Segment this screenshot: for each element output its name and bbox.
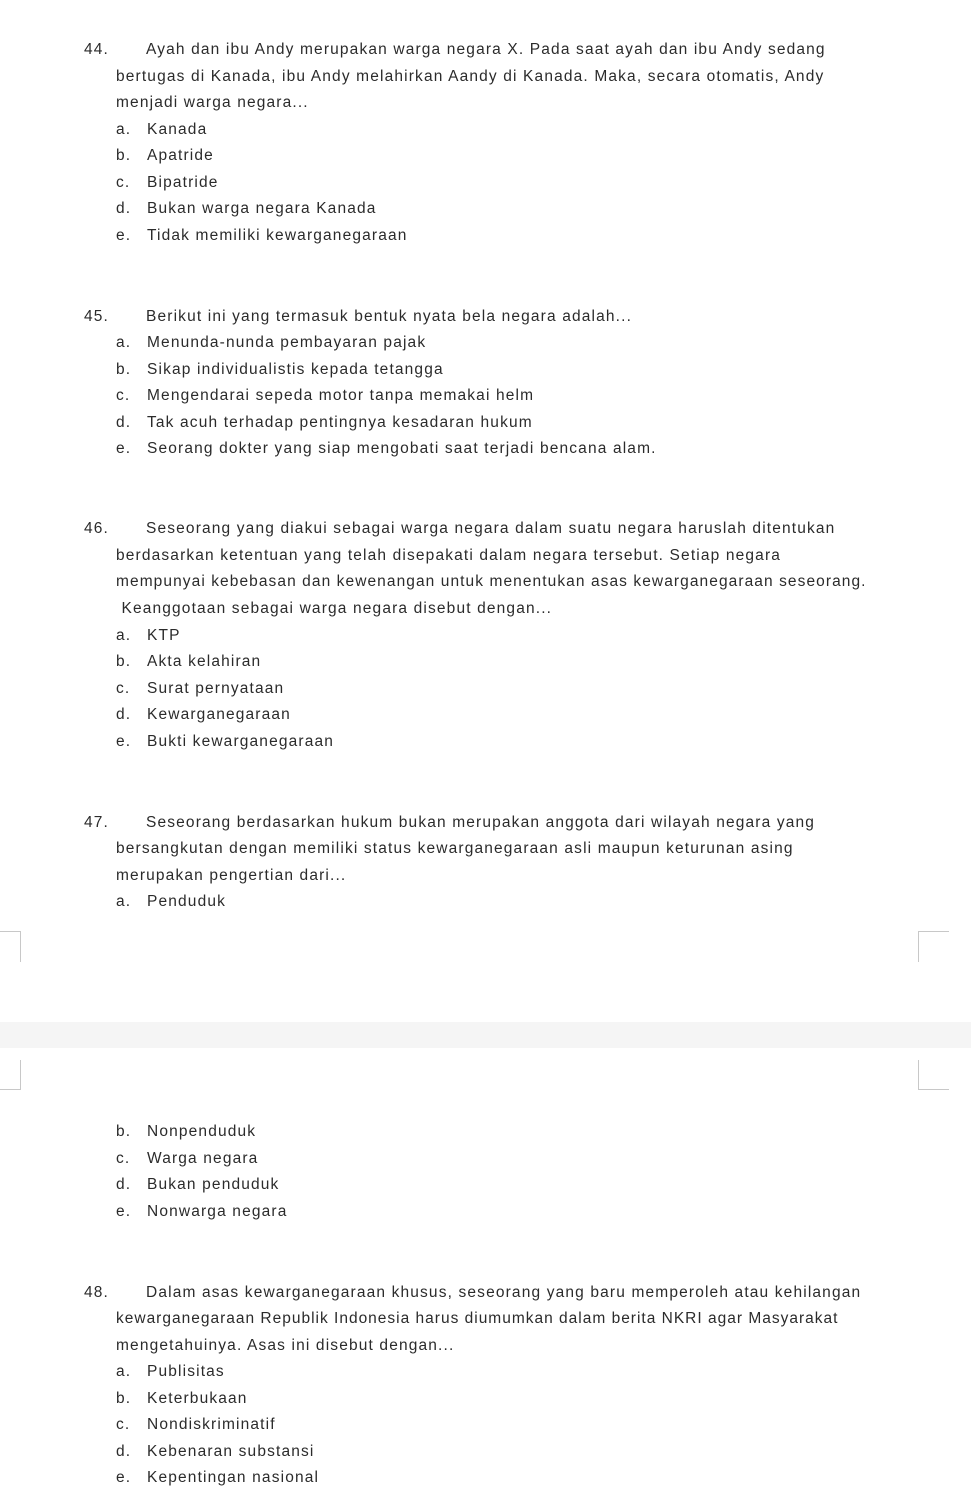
- question-number: 48.: [84, 1284, 109, 1301]
- option-text: Nonpenduduk: [147, 1123, 257, 1140]
- option-letter: e.: [116, 227, 132, 244]
- option-text: Mengendarai sepeda motor tanpa memakai helm: [147, 387, 535, 404]
- page-break: [0, 1022, 971, 1048]
- option-text: Surat pernyataan: [147, 680, 285, 697]
- option-letter: a.: [116, 1363, 132, 1380]
- answer-option: [116, 1363, 225, 1381]
- answer-option: [116, 200, 377, 218]
- option-letter: c.: [116, 387, 131, 404]
- answer-option: [116, 147, 214, 165]
- answer-option: [116, 1390, 248, 1408]
- question-text: mengetahuinya. Asas ini disebut dengan...: [116, 1337, 455, 1354]
- answer-option: [116, 1176, 279, 1194]
- option-letter: b.: [116, 1123, 132, 1140]
- option-text: KTP: [147, 627, 181, 644]
- question-text: Dalam asas kewarganegaraan khusus, seseorang yang baru memperoleh atau kehilangan: [146, 1284, 862, 1301]
- answer-option: [116, 440, 657, 458]
- answer-option: [116, 227, 408, 245]
- option-letter: b.: [116, 1390, 132, 1407]
- question-text: menjadi warga negara...: [116, 94, 309, 111]
- question-number: 47.: [84, 814, 109, 831]
- answer-option: [116, 680, 284, 698]
- option-letter: d.: [116, 1176, 132, 1193]
- option-letter: e.: [116, 1203, 132, 1220]
- option-text: Sikap individualistis kepada tetangga: [147, 361, 444, 378]
- option-text: Bukan warga negara Kanada: [147, 200, 377, 217]
- option-letter: b.: [116, 361, 132, 378]
- answer-option: [116, 653, 261, 671]
- question-number: 45.: [84, 308, 109, 325]
- option-letter: d.: [116, 706, 132, 723]
- answer-option: [116, 733, 334, 751]
- question-number: 44.: [84, 41, 109, 58]
- answer-option: [116, 1123, 256, 1141]
- answer-option: [116, 121, 207, 139]
- option-text: Bipatride: [147, 174, 219, 191]
- option-letter: d.: [116, 200, 132, 217]
- option-letter: a.: [116, 627, 132, 644]
- answer-option: [116, 414, 533, 432]
- question-text: Ayah dan ibu Andy merupakan warga negara X. Pada saat ayah dan ibu Andy sedang: [146, 41, 826, 58]
- answer-option: [116, 174, 219, 192]
- document-page-2: [0, 1048, 971, 1509]
- option-letter: c.: [116, 1150, 131, 1167]
- answer-option: [116, 1150, 258, 1168]
- option-text: Menunda-nunda pembayaran pajak: [147, 334, 427, 351]
- answer-option: [116, 893, 226, 911]
- option-text: Seorang dokter yang siap mengobati saat terjadi bencana alam.: [147, 440, 657, 457]
- answer-option: [116, 387, 534, 405]
- option-text: Kewarganegaraan: [147, 706, 291, 723]
- option-letter: c.: [116, 174, 131, 191]
- option-letter: d.: [116, 1443, 132, 1460]
- option-text: Keterbukaan: [147, 1390, 248, 1407]
- question-text: Berikut ini yang termasuk bentuk nyata bela negara adalah...: [146, 308, 633, 325]
- page-corner-mark: [0, 1060, 21, 1090]
- question-text: bertugas di Kanada, ibu Andy melahirkan Aandy di Kanada. Maka, secara otomatis, Andy: [116, 68, 825, 85]
- option-letter: a.: [116, 893, 132, 910]
- option-text: Penduduk: [147, 893, 227, 910]
- question-text: merupakan pengertian dari...: [116, 867, 347, 884]
- option-text: Warga negara: [147, 1150, 259, 1167]
- answer-option: [116, 706, 291, 724]
- option-text: Bukti kewarganegaraan: [147, 733, 335, 750]
- option-text: Nonwarga negara: [147, 1203, 288, 1220]
- option-text: Apatride: [147, 147, 214, 164]
- question-text: Seseorang berdasarkan hukum bukan merupakan anggota dari wilayah negara yang: [146, 814, 816, 831]
- answer-option: [116, 1416, 276, 1434]
- option-letter: b.: [116, 653, 132, 670]
- option-text: Publisitas: [147, 1363, 225, 1380]
- answer-option: [116, 1469, 319, 1487]
- question-text: kewarganegaraan Republik Indonesia harus diumumkan dalam berita NKRI agar Masyarakat: [116, 1310, 839, 1327]
- option-letter: e.: [116, 440, 132, 457]
- question-text: berdasarkan ketentuan yang telah disepakati dalam negara tersebut. Setiap negara: [116, 547, 782, 564]
- option-letter: e.: [116, 733, 132, 750]
- question-text: Seseorang yang diakui sebagai warga negara dalam suatu negara haruslah ditentukan: [146, 520, 836, 537]
- answer-option: [116, 1203, 287, 1221]
- option-text: Kepentingan nasional: [147, 1469, 320, 1486]
- page-corner-mark: [918, 931, 949, 962]
- option-letter: d.: [116, 414, 132, 431]
- question-text: bersangkutan dengan memiliki status kewarganegaraan asli maupun keturunan asing: [116, 840, 794, 857]
- option-letter: e.: [116, 1469, 132, 1486]
- option-letter: c.: [116, 680, 131, 697]
- option-letter: b.: [116, 147, 132, 164]
- option-text: Tidak memiliki kewarganegaraan: [147, 227, 408, 244]
- page-corner-mark: [0, 931, 21, 962]
- answer-option: [116, 361, 444, 379]
- answer-option: [116, 1443, 314, 1461]
- answer-option: [116, 334, 426, 352]
- option-text: Kanada: [147, 121, 208, 138]
- option-letter: a.: [116, 121, 132, 138]
- option-text: Akta kelahiran: [147, 653, 262, 670]
- option-letter: c.: [116, 1416, 131, 1433]
- option-text: Bukan penduduk: [147, 1176, 280, 1193]
- answer-option: [116, 627, 181, 645]
- option-text: Tak acuh terhadap pentingnya kesadaran hukum: [147, 414, 533, 431]
- option-text: Nondiskriminatif: [147, 1416, 276, 1433]
- option-letter: a.: [116, 334, 132, 351]
- question-number: 46.: [84, 520, 109, 537]
- page-corner-mark: [918, 1060, 949, 1090]
- question-text: mempunyai kebebasan dan kewenangan untuk menentukan asas kewarganegaraan seseorang.: [116, 573, 867, 590]
- option-text: Kebenaran substansi: [147, 1443, 315, 1460]
- question-text: Keanggotaan sebagai warga negara disebut dengan...: [116, 600, 553, 617]
